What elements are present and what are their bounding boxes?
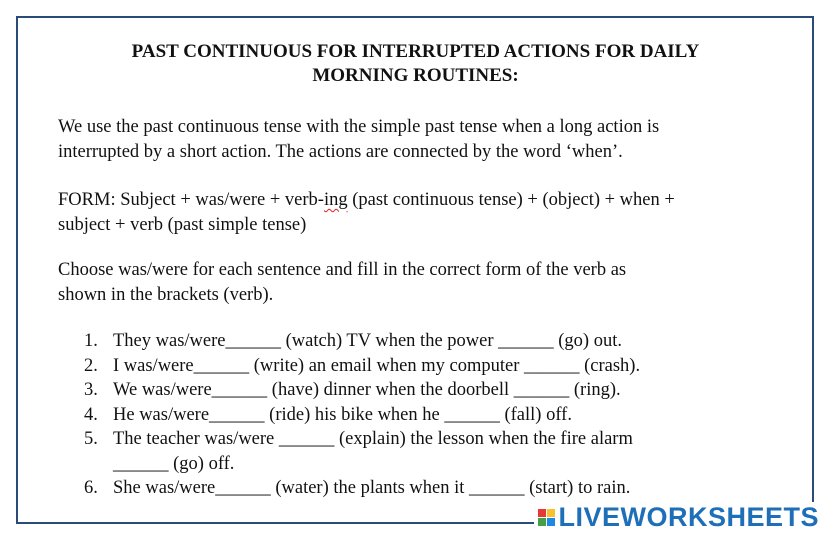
intro-line-1: We use the past continuous tense with the simple past tense when a long action is <box>58 117 660 137</box>
instruction-line-2: shown in the brackets (verb). <box>58 285 274 305</box>
exercise-number: 1. <box>84 331 98 351</box>
exercise-text-continued: ______ (go) off. <box>113 453 235 474</box>
liveworksheets-wordmark: LIVEWORKSHEETS <box>558 501 819 532</box>
exercise-number: 4. <box>84 404 98 425</box>
form-line-1 <box>58 188 798 213</box>
exercise-item <box>58 403 778 428</box>
exercise-item <box>58 354 778 379</box>
instruction-line-1: Choose was/were for each sentence and fill in the correct form of the verb as <box>58 260 627 280</box>
intro-line-2: interrupted by a short action. The actions are connected by the word ‘when’. <box>58 142 623 162</box>
spellcheck-word-ing: ing <box>323 190 348 210</box>
liveworksheets-logo <box>534 502 819 532</box>
exercise-number: 5. <box>84 429 98 449</box>
intro-paragraph <box>58 115 798 165</box>
exercise-item <box>58 476 778 501</box>
liveworksheets-mark-icon <box>538 509 555 526</box>
exercise-number: 6. <box>84 478 98 498</box>
exercise-item <box>58 427 778 476</box>
exercise-text: She was/were______ (water) the plants when it ______ (start) to rain. <box>113 478 631 498</box>
exercise-text: The teacher was/were ______ (explain) the lesson when the fire alarm <box>113 429 633 449</box>
logo-square-red <box>538 509 546 517</box>
exercise-number: 2. <box>84 355 98 376</box>
exercise-item <box>58 329 778 354</box>
title-line-1: PAST CONTINUOUS FOR INTERRUPTED ACTIONS FOR DAILY <box>131 41 700 62</box>
form-line-2: subject + verb (past simple tense) <box>58 215 307 235</box>
worksheet-title <box>20 40 811 88</box>
logo-square-green <box>538 518 546 526</box>
title-line-2: MORNING ROUTINES: <box>312 65 519 86</box>
form-paragraph <box>58 188 798 238</box>
form-text-start: FORM: Subject + was/were + verb- <box>58 190 324 210</box>
exercise-list <box>58 329 778 501</box>
exercise-text: I was/were______ (write) an email when my computer ______ (crash). <box>113 355 641 376</box>
instruction-paragraph <box>58 258 798 308</box>
form-text-end: (past continuous tense) + (object) + when + <box>347 190 675 210</box>
logo-square-blue <box>547 518 555 526</box>
exercise-text: We was/were______ (have) dinner when the doorbell ______ (ring). <box>113 380 621 400</box>
exercise-text: They was/were______ (watch) TV when the power ______ (go) out. <box>113 331 622 351</box>
exercise-text: He was/were______ (ride) his bike when he ______ (fall) off. <box>113 404 572 425</box>
logo-square-yellow <box>547 509 555 517</box>
exercise-number: 3. <box>84 380 98 400</box>
exercise-item <box>58 378 778 403</box>
